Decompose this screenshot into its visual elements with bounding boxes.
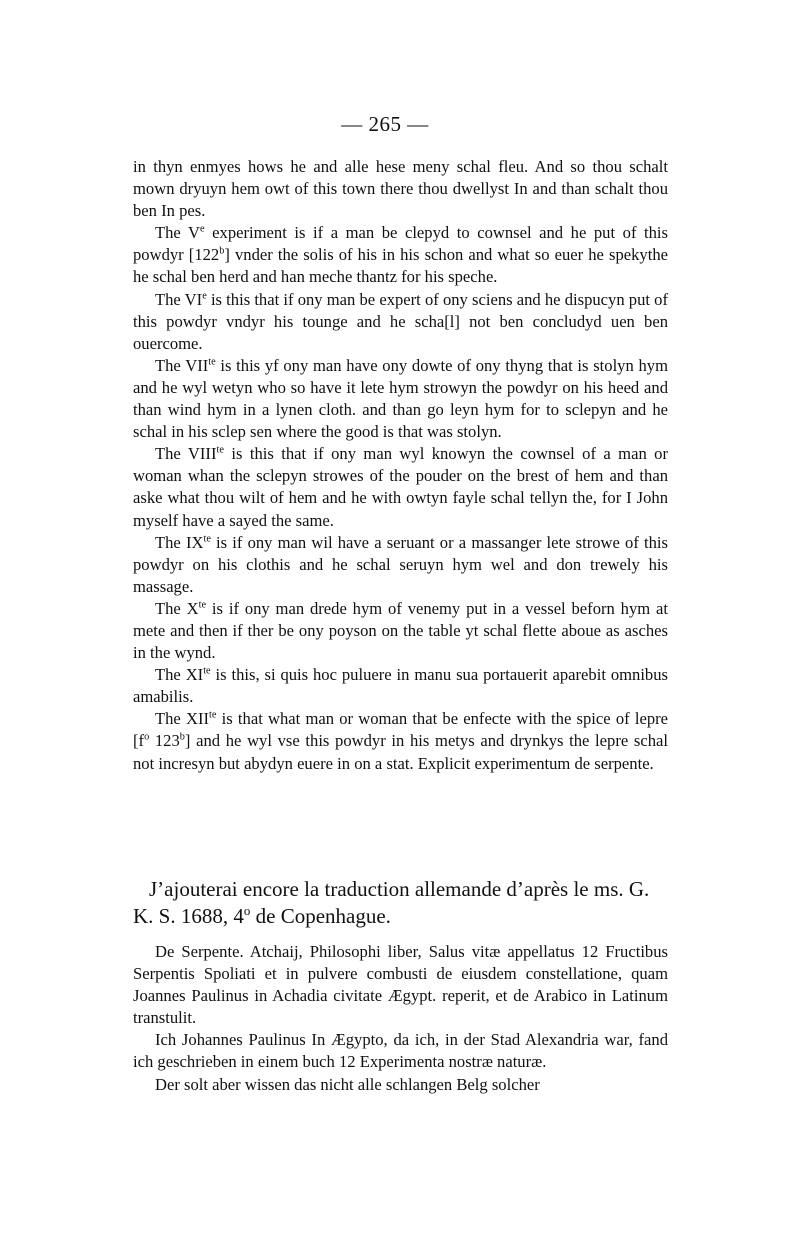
- text-span: The VI: [155, 289, 203, 309]
- paragraph: [133, 708, 668, 774]
- text-span: experiment is if a man be clepyd to cownsel and he put of this powdyr [122: [133, 223, 668, 265]
- text-span: ] and he wyl vse this powdyr in his metys and drynkys the lepre schal not incresyn but abydyn euere in on a stat. Explicit experimentum de serpente.: [133, 731, 668, 773]
- superscript: te: [198, 599, 207, 611]
- german-text-block: [133, 941, 668, 1096]
- text-span: de Copenhague.: [250, 904, 391, 928]
- paragraph: [133, 222, 668, 288]
- superscript: o: [243, 903, 251, 918]
- paragraph: [133, 289, 668, 355]
- text-span: is this, si quis hoc puluere in manu sua portauerit aparebit omnibus amabilis.: [133, 665, 668, 707]
- superscript: b: [179, 731, 185, 743]
- paragraph: De Serpente. Atchaij, Philosophi liber, Salus vitæ appellatus 12 Fructibus Serpentis Spoliati et in pulvere combusti de eiusdem constellatione, quam Joannes Paulinus in Achadia civitate Ægypt. reperit, et de Arabico in Latinum transtulit.: [133, 942, 668, 1028]
- paragraph: [133, 355, 668, 443]
- text-span: 123: [149, 731, 180, 751]
- page-number: — 265 —: [341, 112, 429, 136]
- text-span: is that what man or woman that be enfecte with the spice of lepre [f: [133, 709, 669, 751]
- text-span: The IX: [155, 532, 204, 552]
- text-span: is this that if ony man wyl knowyn the cownsel of a man or woman whan the sclepyn strowes of the pouder on the brest of hem and than aske what thou wilt of hem and he with owtyn fayle schal tellyn the, for I John myself have a sayed the same.: [133, 444, 669, 530]
- superscript: o: [144, 731, 150, 743]
- superscript: te: [208, 356, 216, 368]
- paragraph: Ich Johannes Paulinus In Ægypto, da ich, in der Stad Alexandria war, fand ich geschrieben in einem buch 12 Experimenta nostræ naturæ.: [133, 1030, 668, 1072]
- text-span: is if ony man drede hym of venemy put in a vessel beforn hym at mete and then if ther be ony poyson on the table yt schal flette aboue as asches in the wynd.: [133, 598, 668, 663]
- superscript: te: [203, 533, 211, 545]
- text-span: The XII: [155, 709, 210, 729]
- text-span: The V: [155, 223, 201, 243]
- english-text-block: [133, 156, 668, 775]
- superscript: te: [216, 444, 224, 456]
- paragraph: [133, 532, 668, 598]
- superscript: te: [203, 665, 211, 677]
- superscript: te: [209, 709, 217, 721]
- paragraph: Der solt aber wissen das nicht alle schlangen Belg solcher: [155, 1074, 540, 1094]
- text-span: ] vnder the solis of his in his schon and what so euer he spekythe he schal ben herd and han meche thantz for his speche.: [133, 245, 669, 287]
- paragraph: [133, 598, 668, 664]
- superscript: e: [202, 290, 207, 302]
- text-span: The VIII: [155, 444, 217, 464]
- text-span: The XI: [155, 665, 204, 685]
- text-span: The X: [155, 598, 199, 618]
- superscript: e: [200, 223, 205, 235]
- paragraph: in thyn enmyes hows he and alle hese meny schal fleu. And so thou schalt mown dryuyn hem owt of this town there thou dwellyst In and than schalt thou ben In pes.: [133, 157, 668, 221]
- section-heading: [133, 876, 673, 930]
- text-span: J’ajouterai encore la traduction allemande d’après le ms. G. K. S. 1688, 4: [133, 877, 650, 928]
- paragraph: [133, 664, 668, 708]
- text-span: is this yf ony man have ony dowte of ony thyng that is stolyn hym and he wyl wetyn who so have it lete hym strowyn the powdyr on his heed and than wind hym in a lynen cloth. and than go leyn hym for to sclepyn and he schal in his sclep sen where the good is that was stolyn.: [133, 355, 668, 442]
- superscript: b: [219, 245, 225, 257]
- text-span: The VII: [155, 355, 209, 375]
- paragraph: [133, 443, 668, 531]
- text-span: is if ony man wil have a seruant or a massanger lete strowe of this powdyr on his clothis and he schal seruyn hym wel and don trewely his massage.: [133, 532, 668, 596]
- text-span: is this that if ony man be expert of ony sciens and he dispucyn put of this powdyr vndyr his tounge and he scha[l] not ben concludyd uen ben ouercome.: [133, 289, 668, 353]
